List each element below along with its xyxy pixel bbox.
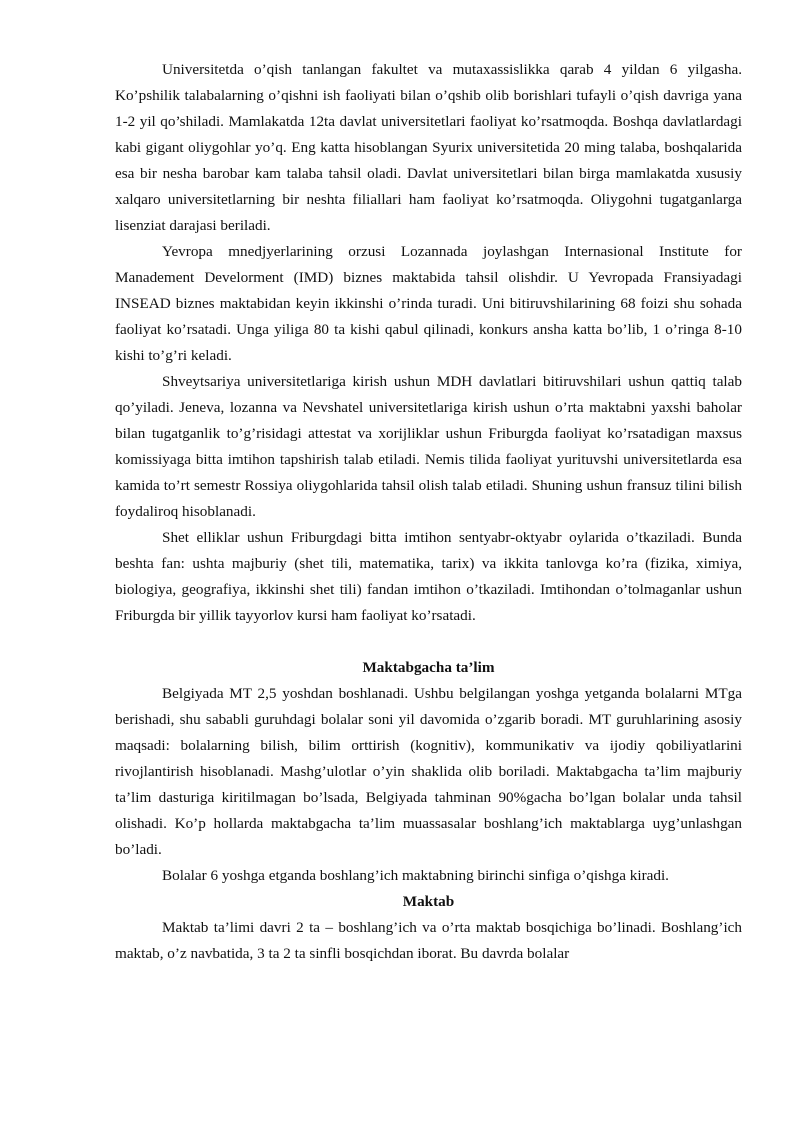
paragraph-universities: Universitetda o’qish tanlangan fakultet va mutaxassislikka qarab 4 yildan 6 yilgasha. Ko’pshilik talabalarning o’qishni ish faoliyati bilan o’qshib olib borishlari tufayli o’qish davriga yana 1-2 yil qo’shiladi. Mamlakatda 12ta davlat universitetlari faoliyat ko’rsatmoqda. Boshqa davlatlardagi kabi gigant oliygohlar yo’q. Eng katta hisoblangan Syurix universitetida 20 ming talaba, boshqalarida esa bir nesha barobar kam talaba tahsil oladi. Davlat universitetlari bilan birga mamlakatda xususiy xalqaro universitetlarning bir neshta filiallari ham faoliyat ko’rsatmoqda. Oliygohni tugatganlarga lisenziat darajasi beriladi. [115, 61, 742, 234]
paragraph-exam: Shet elliklar ushun Friburgdagi bitta imtihon sentyabr-oktyabr oylarida o’tkaziladi. Bunda beshta fan: ushta majburiy (shet tili, matematika, tarix) va ikkita tanlovga ko’ra (fizika, ximiya, biologiya, geografiya, ikkinshi shet tili) fandan imtihon o’tkaziladi. Imtihondan o’tolmaganlar ushun Friburgda bir yillik tayyorlov kursi ham faoliyat ko’rsatadi. [115, 529, 742, 624]
paragraph-preschool: Belgiyada MT 2,5 yoshdan boshlanadi. Ushbu belgilangan yoshga yetganda bolalarni MTga berishadi, shu sababli guruhdagi bolalar soni yil davomida o’zgarib boradi. MT guruhlarining asosiy maqsadi: bolalarning bilish, bilim orttirish (kognitiv), kommunikativ va ijodiy qobiliyatlarini rivojlantirish hisoblanadi. Mashg’ulotlar o’yin shaklida olib boriladi. Maktabgacha ta’lim majburiy ta’lim dasturiga kiritilmagan bo’lsada, Belgiyada tahminan 90%gacha bo’lgan bolalar unda tahsil olishadi. Ko’p hollarda maktabgacha ta’lim muassasalar boshlang’ich maktablarga uyg’unlashgan bo’ladi. [115, 685, 742, 858]
paragraph-admission: Shveytsariya universitetlariga kirish ushun MDH davlatlari bitiruvshilari ushun qattiq talab qo’yiladi. Jeneva, lozanna va Nevshatel universitetlariga kirish ushun o’rta maktabni yaxshi baholar bilan tugatganlik to’g’risidagi attestat va xorijliklar ushun Friburgda faoliyat ko’rsatadigan maxsus komissiyaga bitta imtihon tapshirish talab etiladi. Nemis tilida faoliyat yurituvshi universitetlarda esa kamida to’rt semestr Rossiya oliygohlarida tahsil olish talab etiladi. Shuning ushun fransuz tilini bilish foydaliroq hisoblanadi. [115, 373, 742, 520]
paragraph-school: Maktab ta’limi davri 2 ta – boshlang’ich va o’rta maktab bosqichiga bo’linadi. Boshlang’ich maktab, o’z navbatida, 3 ta 2 ta sinfli bosqichdan iborat. Bu davrda bolalar [115, 919, 742, 962]
document-page [115, 57, 742, 967]
heading-preschool: Maktabgacha ta’lim [362, 659, 495, 676]
section-gap [115, 629, 742, 655]
heading-school: Maktab [402, 893, 455, 910]
paragraph-imd: Yevropa mnedjyerlarining orzusi Lozannada joylashgan Internasional Institute for Manadement Develorment (IMD) biznes maktabida tahsil olishdir. U Yevropada Fransiyadagi INSEAD biznes maktabidan keyin ikkinshi o’rinda turadi. Uni bitiruvshilarining 68 foizi shu sohada faoliyat ko’rsatadi. Unga yiliga 80 ta kishi qabul qilinadi, konkurs ansha katta bo’lib, 1 o’ringa 8-10 kishi to’g’ri keladi. [115, 243, 742, 364]
paragraph-first-grade: Bolalar 6 yoshga etganda boshlang’ich maktabning birinchi sinfiga o’qishga kiradi. [162, 867, 669, 884]
